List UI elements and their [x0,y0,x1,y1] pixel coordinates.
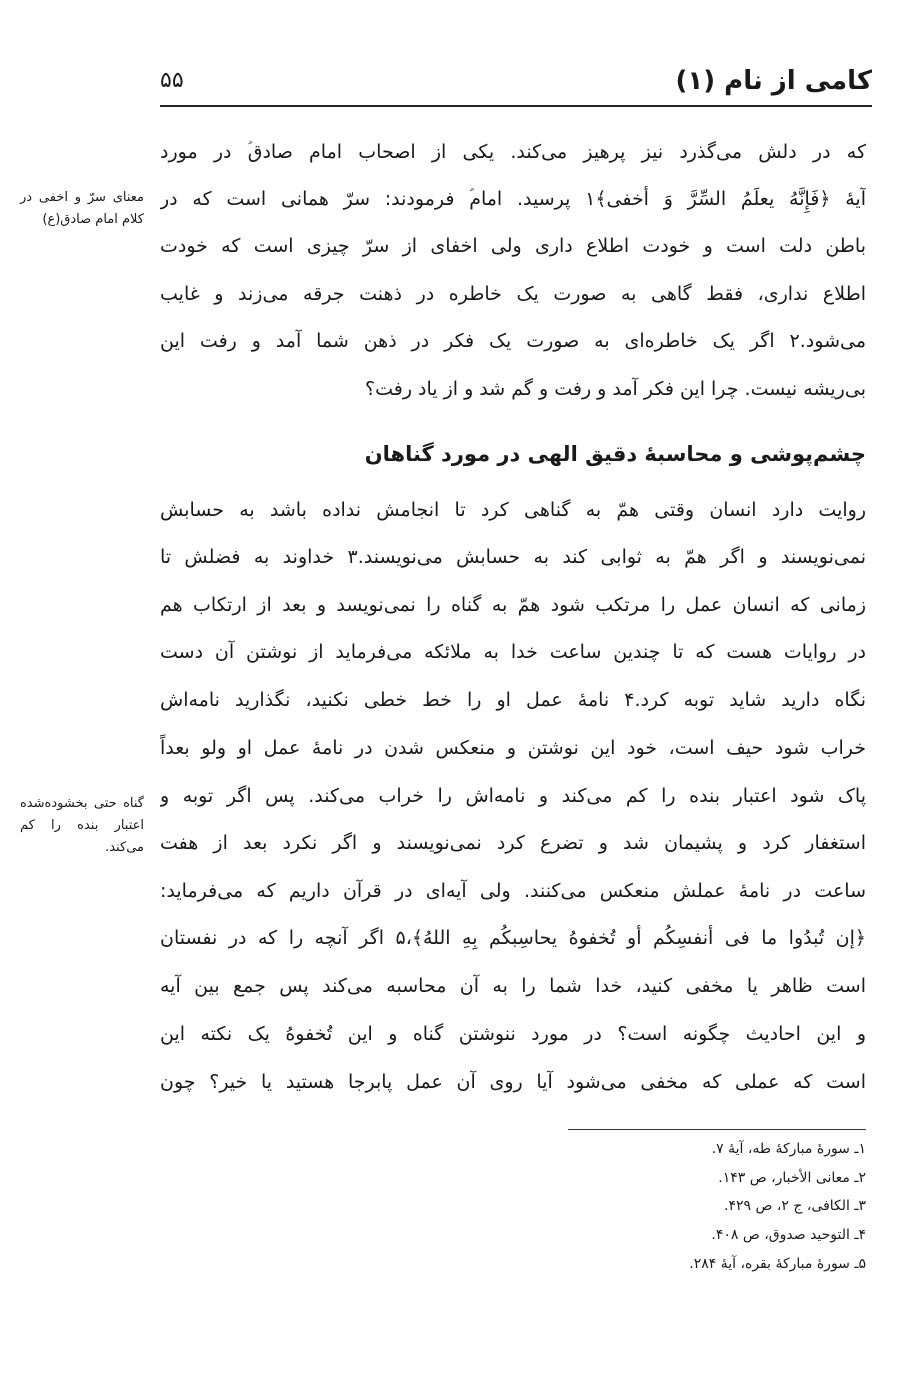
footnote: ۵ـ سورهٔ مبارکهٔ بقره، آیهٔ ۲۸۴. [689,1256,866,1272]
text-line: نمی‌نویسند و اگر همّ به ثوابی کند به حسابش می‌نویسند.۳ خداوند به فضلش تا [160,546,866,568]
text-line: پاک شود اعتبار بنده را کم می‌کند و نامه‌اش را خراب می‌کند. پس اگر توبه و [160,785,866,807]
text-line: در روایات هست که تا چندین ساعت خدا به ملائکه می‌فرماید از نوشتن آن دست [160,641,866,663]
text-line: باطن دلت است و خودت اطلاع داری ولی اخفای از سرّ چیزی است که خودت [160,235,866,257]
text-line: نگاه دارید شاید توبه کرد.۴ نامهٔ عمل او را خط خطی نکنید، نگذارید نامه‌اش [160,689,866,711]
text-line: ساعت در نامهٔ عملش منعکس می‌کنند. ولی آیه‌ای در قرآن داریم که می‌فرماید: [160,880,866,902]
footnote: ۴ـ التوحید صدوق، ص ۴۰۸. [711,1227,866,1243]
margin-note: معنای سرّ و اخفی در کلام امام صادق(ع) [20,190,144,227]
text-line: و این احادیث چگونه است؟ در مورد ننوشتن گناه و این تُخفوهُ یک نکته این [160,1023,866,1045]
footnote: ۱ـ سورهٔ مبارکهٔ طه، آیهٔ ۷. [711,1141,866,1157]
text-line: است ظاهر یا مخفی کنید، خدا شما را به آن محاسبه می‌کند پس جمع بین آیه [160,975,866,997]
section-heading: چشم‌پوشی و محاسبهٔ دقیق الهی در مورد گناهان [364,442,866,466]
text-line: بی‌ریشه نیست. چرا این فکر آمد و رفت و گم شد و از یاد رفت؟ [365,378,866,400]
text-line: خراب شود حیف است، خود این نوشتن و منعکس شدن در نامهٔ عمل او ولو بعداً [160,737,866,759]
text-line: آیهٔ ﴿فَإِنَّهُ یعلَمُ السِّرَّ وَ أخفی﴾۱ پرسید. امام‌ؑ فرمودند: سرّ همانی است که در [160,188,866,210]
running-title: کامی از نام (۱) [675,66,872,96]
text-line: استغفار کرد و پشیمان شد و تضرع کرد نمی‌نویسند و اگر نکرد بعد از هفت [160,832,866,854]
footnote: ۳ـ الکافی، ج ۲، ص ۴۲۹. [724,1198,866,1214]
text-line: است که عملی که مخفی می‌شود آیا روی آن عمل پابرجا هستید یا خیر؟ چون [160,1071,866,1093]
header-rule [160,105,872,107]
text-line: زمانی که انسان عمل را مرتکب شود همّ به گناه را نمی‌نویسد و بعد از ارتکاب هم [160,594,866,616]
footnote: ۲ـ معانی الأخبار، ص ۱۴۳. [718,1170,866,1186]
text-line: می‌شود.۲ اگر یک خاطره‌ای به صورت یک فکر در ذهن شما آمد و رفت این [160,330,866,352]
text-line: اطلاع نداری، فقط گاهی به صورت یک خاطره در ذهنت جرقه می‌زند و غایب [160,283,866,305]
text-line: روایت دارد انسان وقتی همّ به گناهی کرد تا انجامش نداده باشد به حسابش [160,499,866,521]
footnote-rule [568,1129,866,1130]
text-line: ﴿إن تُبدُوا ما فی أنفسِکُم أو تُخفوهُ یحاسِبکُم بِهِ اللهُ﴾،۵ اگر آنچه را که در نفستان [160,927,866,949]
page-number: ۵۵ [160,68,184,93]
text-line: که در دلش می‌گذرد نیز پرهیز می‌کند. یکی از اصحاب امام صادق‌ؑ در مورد [160,141,866,163]
margin-note: گناه حتی بخشوده‌شده اعتبار بنده را کم می‌کند. [20,796,144,855]
running-header [160,62,872,102]
